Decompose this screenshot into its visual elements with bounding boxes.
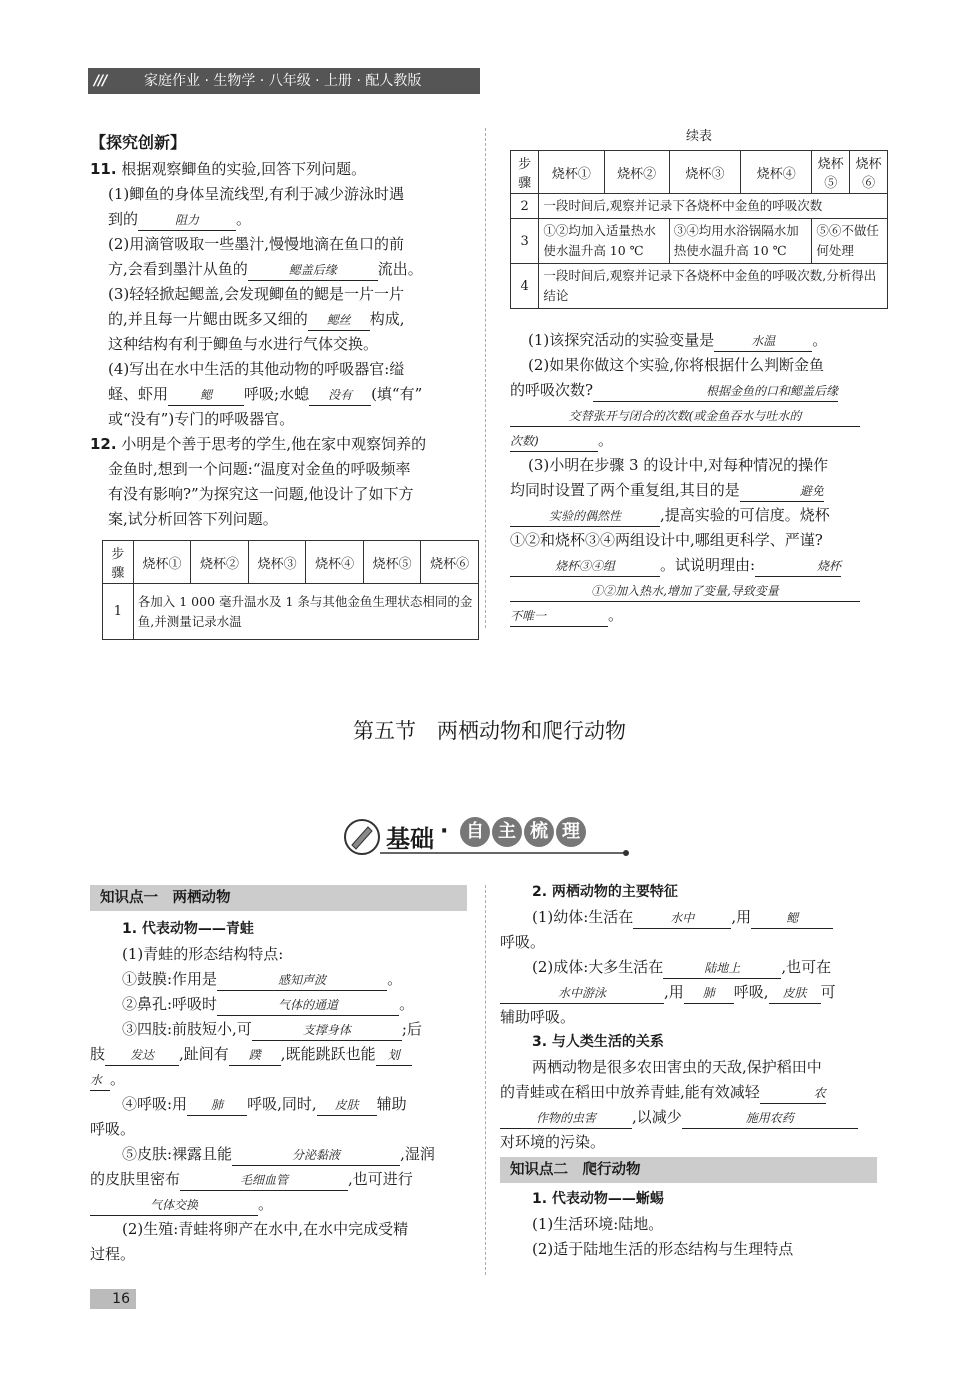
r1b: 。 <box>812 331 828 349</box>
q11-s1c: 。 <box>236 210 252 228</box>
table-header: 烧杯⑤ <box>812 151 850 194</box>
q11-s1a: (1)鲫鱼的身体呈流线型,有利于减少游泳时遇 <box>108 185 405 203</box>
answer-blank: 皮肤 <box>317 1095 377 1116</box>
column-divider-bottom <box>485 885 486 1275</box>
rb-text: 可 <box>820 983 836 1001</box>
lb-text: 。 <box>110 1070 126 1088</box>
rb-text: 呼吸, <box>733 983 769 1001</box>
lb-line: 过程。 <box>90 1245 136 1263</box>
lb-text: 。 <box>399 995 415 1013</box>
answer-blank: 毛细血管 <box>180 1170 348 1191</box>
column-divider-top <box>485 128 486 628</box>
subheading: 1. 代表动物——蜥蜴 <box>532 1191 664 1207</box>
table-cell: 一段时间后,观察并记录下各烧杯中金鱼的呼吸次数,分析得出结论 <box>539 264 888 309</box>
table-header: 烧杯④ <box>741 151 812 194</box>
q12-line: 小明是个善于思考的学生,他在家中观察饲养的 <box>121 435 427 453</box>
right-bottom-column <box>500 880 877 1262</box>
rb-text: 的青蛙或在稻田中放养青蛙,能有效减轻 <box>500 1083 760 1101</box>
q11-s4b: 蛏、虾用 <box>108 385 169 403</box>
banner-char: 理 <box>556 817 586 847</box>
lb-text: ;后 <box>401 1020 422 1038</box>
table-header: 烧杯② <box>191 541 249 584</box>
r3b: 均同时设置了两个重复组,其目的是 <box>510 481 740 499</box>
lb-text: 辅助 <box>376 1095 407 1113</box>
r3f: 。 <box>608 606 624 624</box>
lb-text: 。 <box>258 1195 274 1213</box>
subheading: 2. 两栖动物的主要特征 <box>532 884 678 900</box>
banner-title: 基础 <box>386 825 434 853</box>
q11-s4a: (4)写出在水中生活的其他动物的呼吸器官:缢 <box>108 360 405 378</box>
lb-text: 呼吸,同时, <box>247 1095 317 1113</box>
rb-line: 辅助呼吸。 <box>500 1008 576 1026</box>
table-step: 2 <box>511 194 539 219</box>
table-step: 3 <box>511 219 539 264</box>
table-continued-label: 续表 <box>685 129 712 144</box>
r3e: 。试说明理由: <box>660 556 756 574</box>
answer-blank: ①②加入热水,增加了变量,导致变量 <box>510 581 860 602</box>
answer-blank: 没有 <box>309 385 371 406</box>
experiment-table-part1 <box>102 540 479 640</box>
lb-text: 肢 <box>90 1045 106 1063</box>
r3a: (3)小明在步骤 3 的设计中,对每种情况的操作 <box>528 456 829 474</box>
banner-chars <box>460 817 586 847</box>
q12-line: 案,试分析回答下列问题。 <box>108 510 278 528</box>
answer-blank: 水温 <box>714 331 812 352</box>
section-heading: 【探究创新】 <box>90 133 187 152</box>
q11-s4c: 呼吸;水螅 <box>244 385 310 403</box>
lb-text: 。 <box>387 970 403 988</box>
q11-s4e: 或“没有”)专门的呼吸器官。 <box>108 410 295 428</box>
answer-blank: 划 <box>376 1045 412 1066</box>
rb-text: ,用 <box>664 983 684 1001</box>
table-header: 烧杯③ <box>669 151 740 194</box>
answer-blank: 烧杯③④组 <box>510 556 660 577</box>
answer-blank: 感知声波 <box>217 970 387 991</box>
r2c: 。 <box>598 431 614 449</box>
rb-line: (2)适于陆地生活的形态结构与生理特点 <box>532 1240 794 1258</box>
table-header: 烧杯① <box>539 151 604 194</box>
q11-s2a: (2)用滴管吸取一些墨汁,慢慢地滴在鱼口的前 <box>108 235 405 253</box>
answer-blank: 阻力 <box>138 210 236 231</box>
lb-text: ,也可进行 <box>348 1170 413 1188</box>
header-bar <box>88 68 480 94</box>
header-title: 家庭作业 · 生物学 · 八年级 · 上册 · 配人教版 <box>144 73 422 89</box>
header-slashes: /// <box>94 73 107 89</box>
knowledge-point-1: 知识点一 两栖动物 <box>90 885 467 911</box>
answer-blank: 不唯一 <box>510 606 608 627</box>
table-cell: 各加入 1 000 毫升温水及 1 条与其他金鱼生理状态相同的金鱼,并测量记录水温 <box>133 584 478 640</box>
answer-blank: 鳃 <box>751 908 833 929</box>
knowledge-point-2: 知识点二 爬行动物 <box>500 1157 877 1183</box>
q11-s3c: 构成, <box>369 310 405 328</box>
rb-line: 对环境的污染。 <box>500 1133 606 1151</box>
q11-s2b: 方,会看到墨汁从鱼的 <box>108 260 248 278</box>
rb-text: ,用 <box>731 908 752 926</box>
lb-text: ,既能跳跃也能 <box>280 1045 376 1063</box>
table-cell: ⑤⑥不做任何处理 <box>812 219 888 264</box>
banner-char: 梳 <box>524 817 554 847</box>
answer-blank: 水 <box>90 1070 110 1091</box>
basics-banner <box>340 815 630 857</box>
table-header: 烧杯⑤ <box>363 541 421 584</box>
table-header: 烧杯⑥ <box>850 151 888 194</box>
lb-text: ①鼓膜:作用是 <box>122 970 218 988</box>
rb-line: 呼吸。 <box>500 933 546 951</box>
answer-blank: 蹼 <box>229 1045 281 1066</box>
table-header: 步骤 <box>103 541 134 584</box>
lb-text: ③四肢:前肢短小,可 <box>122 1020 252 1038</box>
q11-s1b: 到的 <box>108 210 139 228</box>
lb-text: ,湿润 <box>400 1145 435 1163</box>
answer-blank: 根据金鱼的口和鳃盖后缘 <box>593 381 838 402</box>
answer-blank: 交替张开与闭合的次数(或金鱼吞水与吐水的 <box>510 406 860 427</box>
q12-line: 金鱼时,想到一个问题:“温度对金鱼的呼吸频率 <box>108 460 411 478</box>
q12-number: 12. <box>90 435 117 453</box>
q11-stem: 根据观察鲫鱼的实验,回答下列问题。 <box>121 160 367 178</box>
table-step: 4 <box>511 264 539 309</box>
answer-blank: 发达 <box>105 1045 179 1066</box>
lb-text: ⑤皮肤:裸露且能 <box>122 1145 233 1163</box>
answer-blank: 实验的偶然性 <box>510 506 660 527</box>
answer-blank: 气体交换 <box>90 1195 258 1216</box>
left-top-column <box>90 130 475 532</box>
q11-s3a: (3)轻轻掀起鳃盖,会发现鲫鱼的鳃是一片一片 <box>108 285 405 303</box>
rb-text: (1)幼体:生活在 <box>532 908 634 926</box>
left-bottom-column <box>90 885 467 1267</box>
q11-s4d: (填“有” <box>371 385 423 403</box>
table-cell: ③④均用水浴锅隔水加热使水温升高 10 ℃ <box>669 219 812 264</box>
rb-text: ,以减少 <box>632 1108 682 1126</box>
answer-blank: 鳃 <box>168 385 244 406</box>
lb-line: (2)生殖:青蛙将卵产在水中,在水中完成受精 <box>122 1220 409 1238</box>
table-header: 步骤 <box>511 151 539 194</box>
q11-s3d: 这种结构有利于鲫鱼与水进行气体交换。 <box>108 335 379 353</box>
q11-s2c: 流出。 <box>377 260 423 278</box>
right-top-column <box>510 328 880 628</box>
table-header: 烧杯③ <box>248 541 306 584</box>
lb-line: (1)青蛙的形态结构特点: <box>122 945 284 963</box>
table-header: 烧杯⑥ <box>421 541 479 584</box>
table-header: 烧杯① <box>133 541 191 584</box>
rb-line: 两栖动物是很多农田害虫的天敌,保护稻田中 <box>532 1058 822 1076</box>
lb-text: ④呼吸:用 <box>122 1095 188 1113</box>
section-title: 第五节 两栖动物和爬行动物 <box>353 719 626 743</box>
table-cell: ①②均加入适量热水使水温升高 10 ℃ <box>539 219 669 264</box>
answer-blank: 肺 <box>684 983 734 1004</box>
answer-blank: 鳃丝 <box>308 310 370 331</box>
subheading: 3. 与人类生活的关系 <box>532 1034 664 1050</box>
answer-blank: 烧杯 <box>755 556 841 577</box>
answer-blank: 水中 <box>633 908 731 929</box>
q12-line: 有没有影响?”为探究这一问题,他设计了如下方 <box>108 485 414 503</box>
q11-number: 11. <box>90 160 117 178</box>
r2a: (2)如果你做这个实验,你将根据什么判断金鱼 <box>528 356 825 374</box>
r2b: 的呼吸次数? <box>510 381 594 399</box>
page-number: 16 <box>90 1289 136 1309</box>
banner-dot: · <box>440 819 449 844</box>
lb-text: ②鼻孔:呼吸时 <box>122 995 218 1013</box>
rb-text: ,也可在 <box>781 958 832 976</box>
banner-char: 自 <box>460 817 490 847</box>
answer-blank: 水中游泳 <box>500 983 664 1004</box>
answer-blank: 分泌黏液 <box>232 1145 400 1166</box>
lb-line: 呼吸。 <box>90 1120 136 1138</box>
answer-blank: 避免 <box>740 481 824 502</box>
answer-blank: 陆地上 <box>663 958 781 979</box>
table-header: 烧杯② <box>604 151 669 194</box>
experiment-table-part2 <box>510 150 888 309</box>
r3d: ①②和烧杯③④两组设计中,哪组更科学、严谨? <box>510 531 823 549</box>
banner-char: 主 <box>492 817 522 847</box>
rb-text: (2)成体:大多生活在 <box>532 958 664 976</box>
answer-blank: 农 <box>760 1083 826 1104</box>
lb-text: ,趾间有 <box>179 1045 229 1063</box>
r1a: (1)该探究活动的实验变量是 <box>528 331 715 349</box>
r3c: ,提高实验的可信度。烧杯 <box>660 506 830 524</box>
answer-blank: 肺 <box>187 1095 247 1116</box>
answer-blank: 鳃盖后缘 <box>248 260 378 281</box>
rb-line: (1)生活环境:陆地。 <box>532 1215 664 1233</box>
table-cell: 一段时间后,观察并记录下各烧杯中金鱼的呼吸次数 <box>539 194 888 219</box>
subheading: 1. 代表动物——青蛙 <box>122 921 254 937</box>
answer-blank: 施用农药 <box>682 1108 858 1129</box>
answer-blank: 气体的通道 <box>217 995 399 1016</box>
answer-blank: 次数) <box>510 431 598 452</box>
answer-blank: 皮肤 <box>769 983 821 1004</box>
q11-s3b: 的,并且每一片鳃由既多又细的 <box>108 310 308 328</box>
lb-text: 的皮肤里密布 <box>90 1170 181 1188</box>
answer-blank: 作物的虫害 <box>500 1108 632 1129</box>
answer-blank: 支撑身体 <box>252 1020 402 1041</box>
table-step: 1 <box>103 584 134 640</box>
table-header: 烧杯④ <box>306 541 364 584</box>
